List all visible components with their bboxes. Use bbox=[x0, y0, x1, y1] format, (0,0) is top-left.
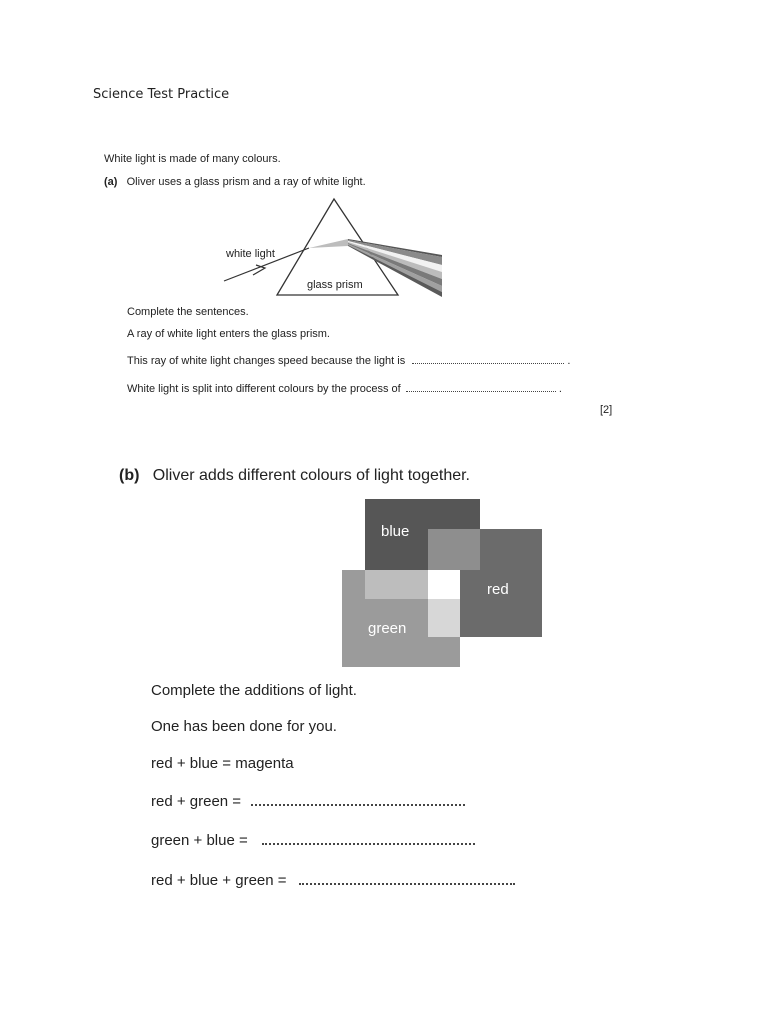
question-a-text: Oliver uses a glass prism and a ray of white light. bbox=[126, 176, 366, 188]
question-a-label: (a) bbox=[104, 176, 118, 188]
instruction-b: Complete the additions of light. bbox=[151, 682, 357, 699]
answer-line-red-green[interactable] bbox=[251, 803, 465, 806]
equation-red-green-text: red + green = bbox=[151, 793, 242, 810]
marks-label: [2] bbox=[600, 404, 613, 416]
answer-line-process[interactable] bbox=[406, 390, 556, 392]
question-b-text: Oliver adds different colours of light together. bbox=[152, 467, 470, 484]
question-a-stem bbox=[104, 176, 366, 188]
white-overlap bbox=[428, 570, 460, 599]
question-b-label: (b) bbox=[119, 467, 140, 484]
glass-prism-label: glass prism bbox=[307, 279, 363, 291]
green-label: green bbox=[368, 620, 407, 637]
intro-text: White light is made of many colours. bbox=[104, 153, 281, 165]
equation-red-green bbox=[151, 793, 465, 810]
answer-line-all[interactable] bbox=[299, 882, 515, 885]
equation-example: red + blue = magenta bbox=[151, 755, 294, 772]
sentence-2 bbox=[127, 355, 570, 367]
equation-all bbox=[151, 872, 515, 889]
question-b-stem bbox=[119, 467, 470, 485]
red-label: red bbox=[487, 581, 509, 598]
sentence-3-text: White light is split into different colours by the process of bbox=[127, 383, 401, 395]
example-note: One has been done for you. bbox=[151, 718, 337, 735]
white-light-label: white light bbox=[226, 248, 275, 260]
answer-line-speed[interactable] bbox=[412, 362, 564, 364]
page-header: Science Test Practice bbox=[93, 87, 230, 102]
sentence-1: A ray of white light enters the glass prism. bbox=[127, 328, 330, 340]
answer-line-green-blue[interactable] bbox=[262, 842, 475, 845]
yellow-overlap bbox=[428, 599, 460, 637]
equation-green-blue-text: green + blue = bbox=[151, 832, 248, 849]
equation-green-blue bbox=[151, 832, 475, 849]
blue-label: blue bbox=[381, 523, 410, 540]
instruction-a: Complete the sentences. bbox=[127, 306, 249, 318]
equation-all-text: red + blue + green = bbox=[151, 872, 287, 889]
magenta-overlap bbox=[428, 529, 480, 570]
colour-squares-figure bbox=[342, 499, 544, 669]
ray-arrow-icon bbox=[253, 265, 265, 275]
sentence-2-text: This ray of white light changes speed because the light is bbox=[127, 355, 406, 367]
cyan-overlap bbox=[365, 570, 428, 599]
sentence-3-end: . bbox=[558, 383, 562, 395]
sentence-3 bbox=[127, 383, 562, 395]
sentence-2-end: . bbox=[567, 355, 571, 367]
